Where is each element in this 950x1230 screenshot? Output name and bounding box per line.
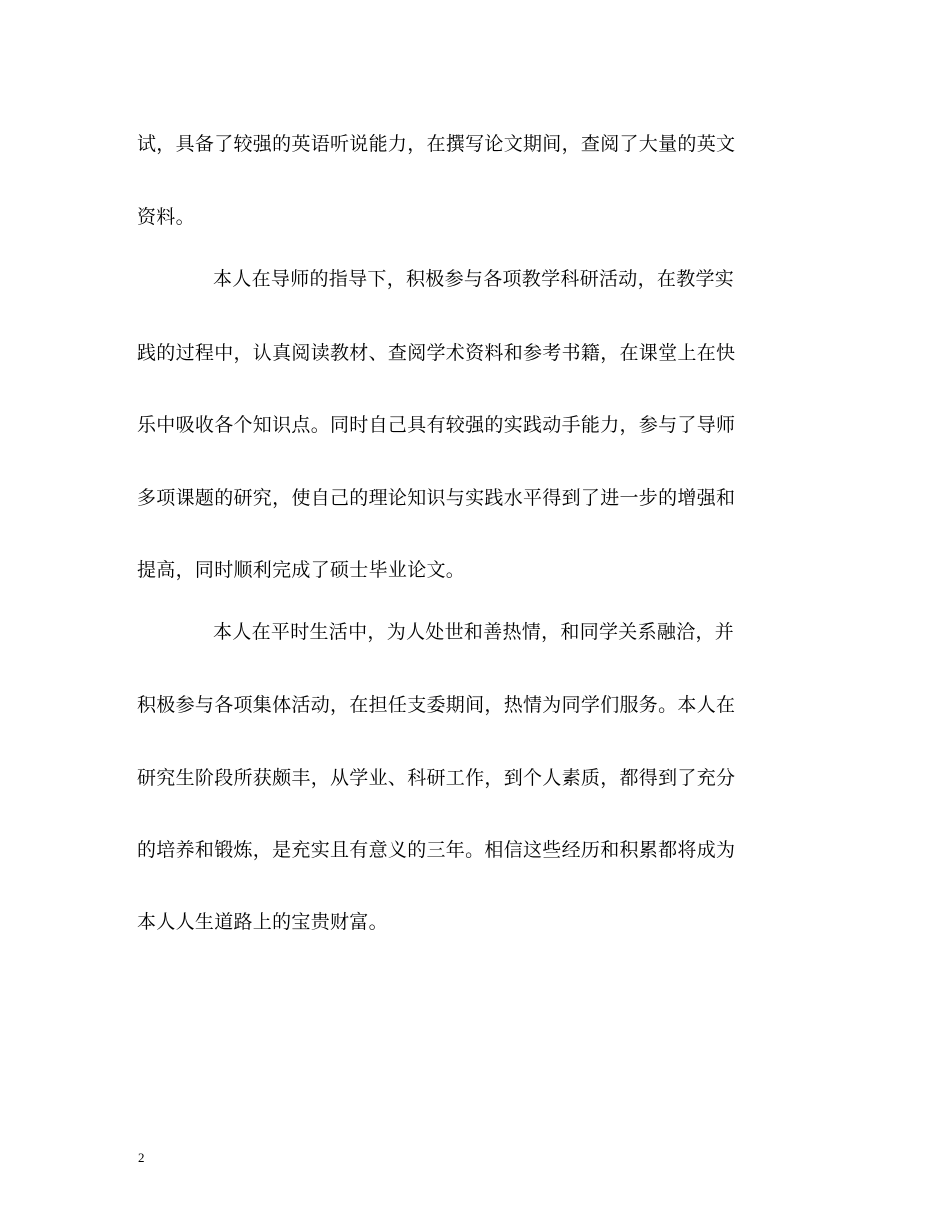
paragraph-start-line: 本人在平时生活中，为人处世和善热情，和同学关系融洽，并 bbox=[213, 621, 735, 643]
text-line: 研究生阶段所获颇丰，从学业、科研工作，到个人素质，都得到了充分 bbox=[137, 767, 736, 789]
text-line: 本人人生道路上的宝贵财富。 bbox=[137, 911, 388, 933]
page-number: 2 bbox=[138, 1150, 145, 1165]
text-line: 积极参与各项集体活动，在担任支委期间，热情为同学们服务。本人在 bbox=[137, 694, 736, 716]
text-line: 践的过程中，认真阅读教材、查阅学术资料和参考书籍，在课堂上在快 bbox=[137, 342, 736, 364]
text-line: 试，具备了较强的英语听说能力，在撰写论文期间，查阅了大量的英文 bbox=[137, 133, 736, 155]
text-line: 提高，同时顺利完成了硕士毕业论文。 bbox=[137, 559, 466, 581]
text-line: 乐中吸收各个知识点。同时自己具有较强的实践动手能力，参与了导师 bbox=[137, 414, 736, 436]
text-line: 的培养和锻炼，是充实且有意义的三年。相信这些经历和积累都将成为 bbox=[137, 839, 736, 861]
text-line: 资料。 bbox=[137, 206, 195, 228]
text-line: 多项课题的研究，使自己的理论知识与实践水平得到了进一步的增强和 bbox=[137, 487, 736, 509]
paragraph-start-line: 本人在导师的指导下，积极参与各项教学科研活动，在教学实 bbox=[213, 268, 735, 290]
